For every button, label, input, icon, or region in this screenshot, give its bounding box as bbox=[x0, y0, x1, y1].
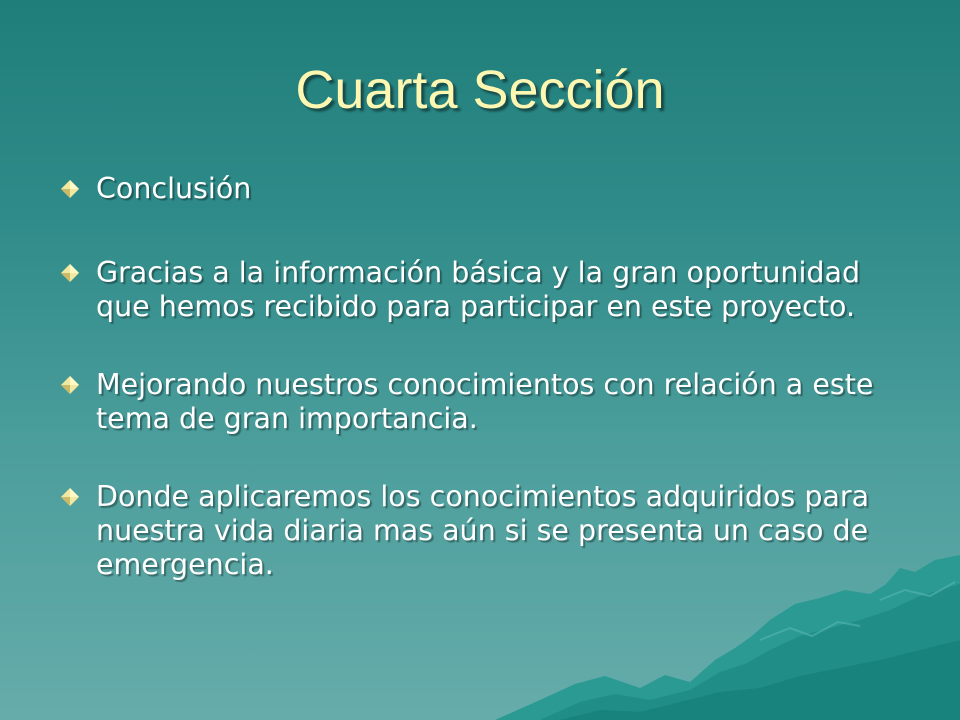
diamond-icon bbox=[60, 263, 80, 283]
bullet-item bbox=[58, 172, 918, 206]
bullet-text: Mejorando nuestros conocimientos con relación a este tema de gran importancia. bbox=[96, 368, 874, 435]
bullet-text: Donde aplicaremos los conocimientos adquiridos para nuestra vida diaria mas aún si se presenta un caso de emergencia. bbox=[96, 480, 870, 581]
slide-title: Cuarta Sección bbox=[295, 60, 665, 120]
bullet-item bbox=[58, 368, 918, 436]
bullet-text: Gracias a la información básica y la gran oportunidad que hemos recibido para participar en este proyecto. bbox=[96, 256, 861, 323]
diamond-icon bbox=[60, 179, 80, 199]
bullet-text: Conclusión bbox=[96, 172, 252, 205]
bullet-item bbox=[58, 256, 918, 324]
bullet-list bbox=[58, 172, 918, 626]
bullet-item bbox=[58, 480, 918, 582]
diamond-icon bbox=[60, 487, 80, 507]
diamond-icon bbox=[60, 375, 80, 395]
